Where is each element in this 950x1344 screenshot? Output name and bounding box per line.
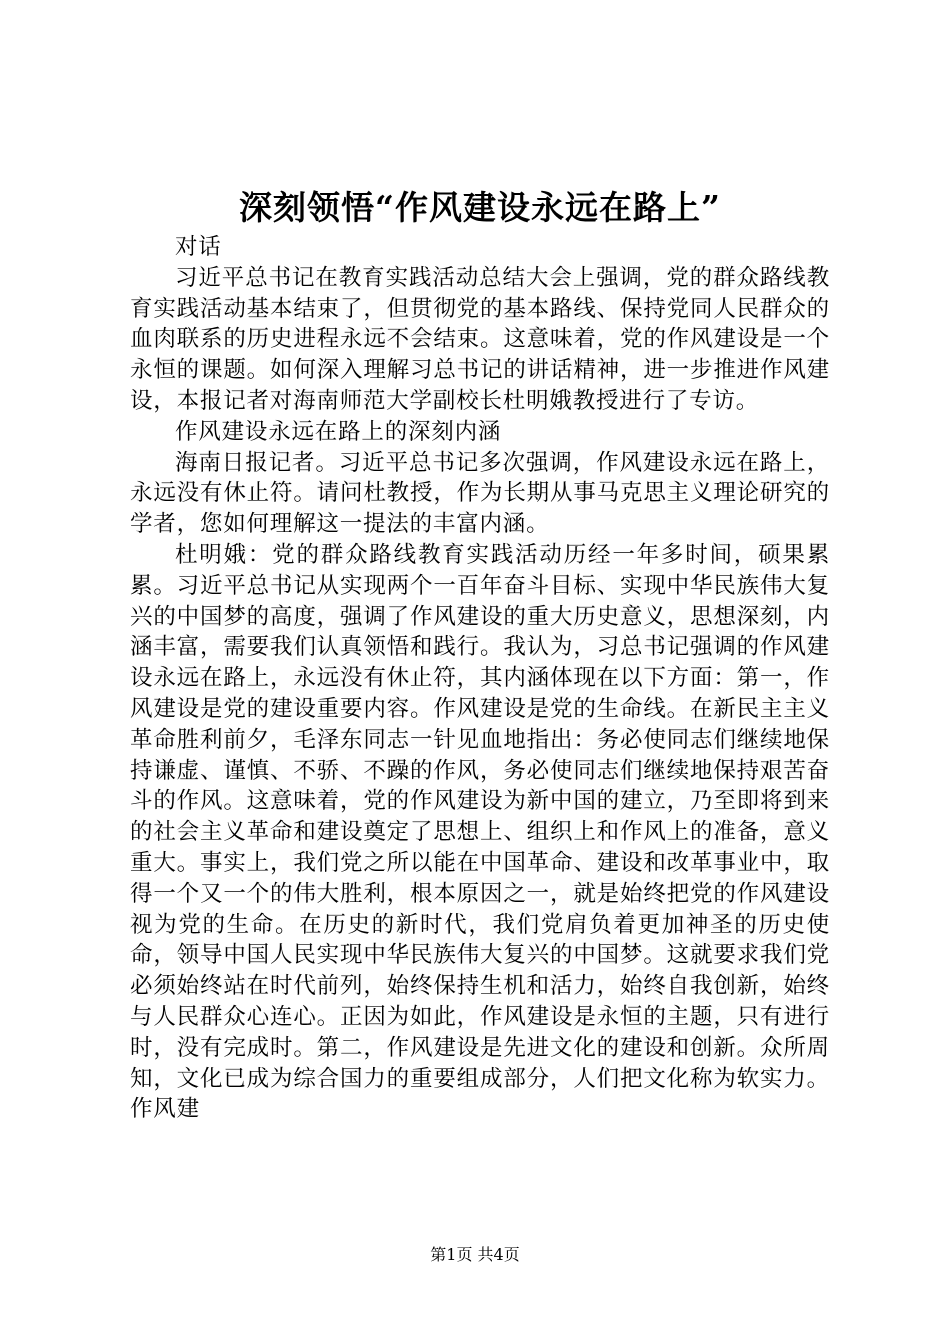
paragraph-intro: 习近平总书记在教育实践活动总结大会上强调，党的群众路线教育实践活动基本结束了，但贯彻党的基本路线、保持党同人民群众的血肉联系的历史进程永远不会结束。这意味着，党的作风建设是一个永恒的课题。如何深入理解习总书记的讲话精神，进一步推进作风建设，本报记者对海南师范大学副校长杜明娥教授进行了专访。 <box>130 264 830 414</box>
paragraph-question: 海南日报记者。习近平总书记多次强调，作风建设永远在路上，永远没有休止符。请问杜教授，作为长期从事马克思主义理论研究的学者，您如何理解这一提法的丰富内涵。 <box>130 449 830 538</box>
section-heading: 作风建设永远在路上的深刻内涵 <box>175 418 502 445</box>
page-number-footer: 第1页 共4页 <box>430 1245 520 1264</box>
paragraph-answer: 杜明娥：党的群众路线教育实践活动历经一年多时间，硕果累累。习近平总书记从实现两个一百年奋斗目标、实现中华民族伟大复兴的中国梦的高度，强调了作风建设的重大历史意义，思想深刻，内涵丰富，需要我们认真领悟和践行。我认为，习总书记强调的作风建设永远在路上，永远没有休止符，其内涵体现在以下方面：第一，作风建设是党的建设重要内容。作风建设是党的生命线。在新民主主义革命胜利前夕，毛泽东同志一针见血地指出：务必使同志们继续地保持谦虚、谨慎、不骄、不躁的作风，务必使同志们继续地保持艰苦奋斗的作风。这意味着，党的作风建设为新中国的建立，乃至即将到来的社会主义革命和建设奠定了思想上、组织上和作风上的准备，意义重大。事实上，我们党之所以能在中国革命、建设和改革事业中，取得一个又一个的伟大胜利，根本原因之一，就是始终把党的作风建设视为党的生命。在历史的新时代，我们党肩负着更加神圣的历史使命，领导中国人民实现中华民族伟大复兴的中国梦。这就要求我们党必须始终站在时代前列，始终保持生机和活力，始终自我创新，始终与人民群众心连心。正因为如此，作风建设是永恒的主题，只有进行时，没有完成时。第二，作风建设是先进文化的建设和创新。众所周知，文化已成为综合国力的重要组成部分，人们把文化称为软实力。作风建 <box>130 541 830 1123</box>
document-body <box>130 232 830 1125</box>
document-title: 深刻领悟“作风建设永远在路上” <box>239 188 721 227</box>
paragraph-dialogue-label: 对话 <box>175 234 222 260</box>
